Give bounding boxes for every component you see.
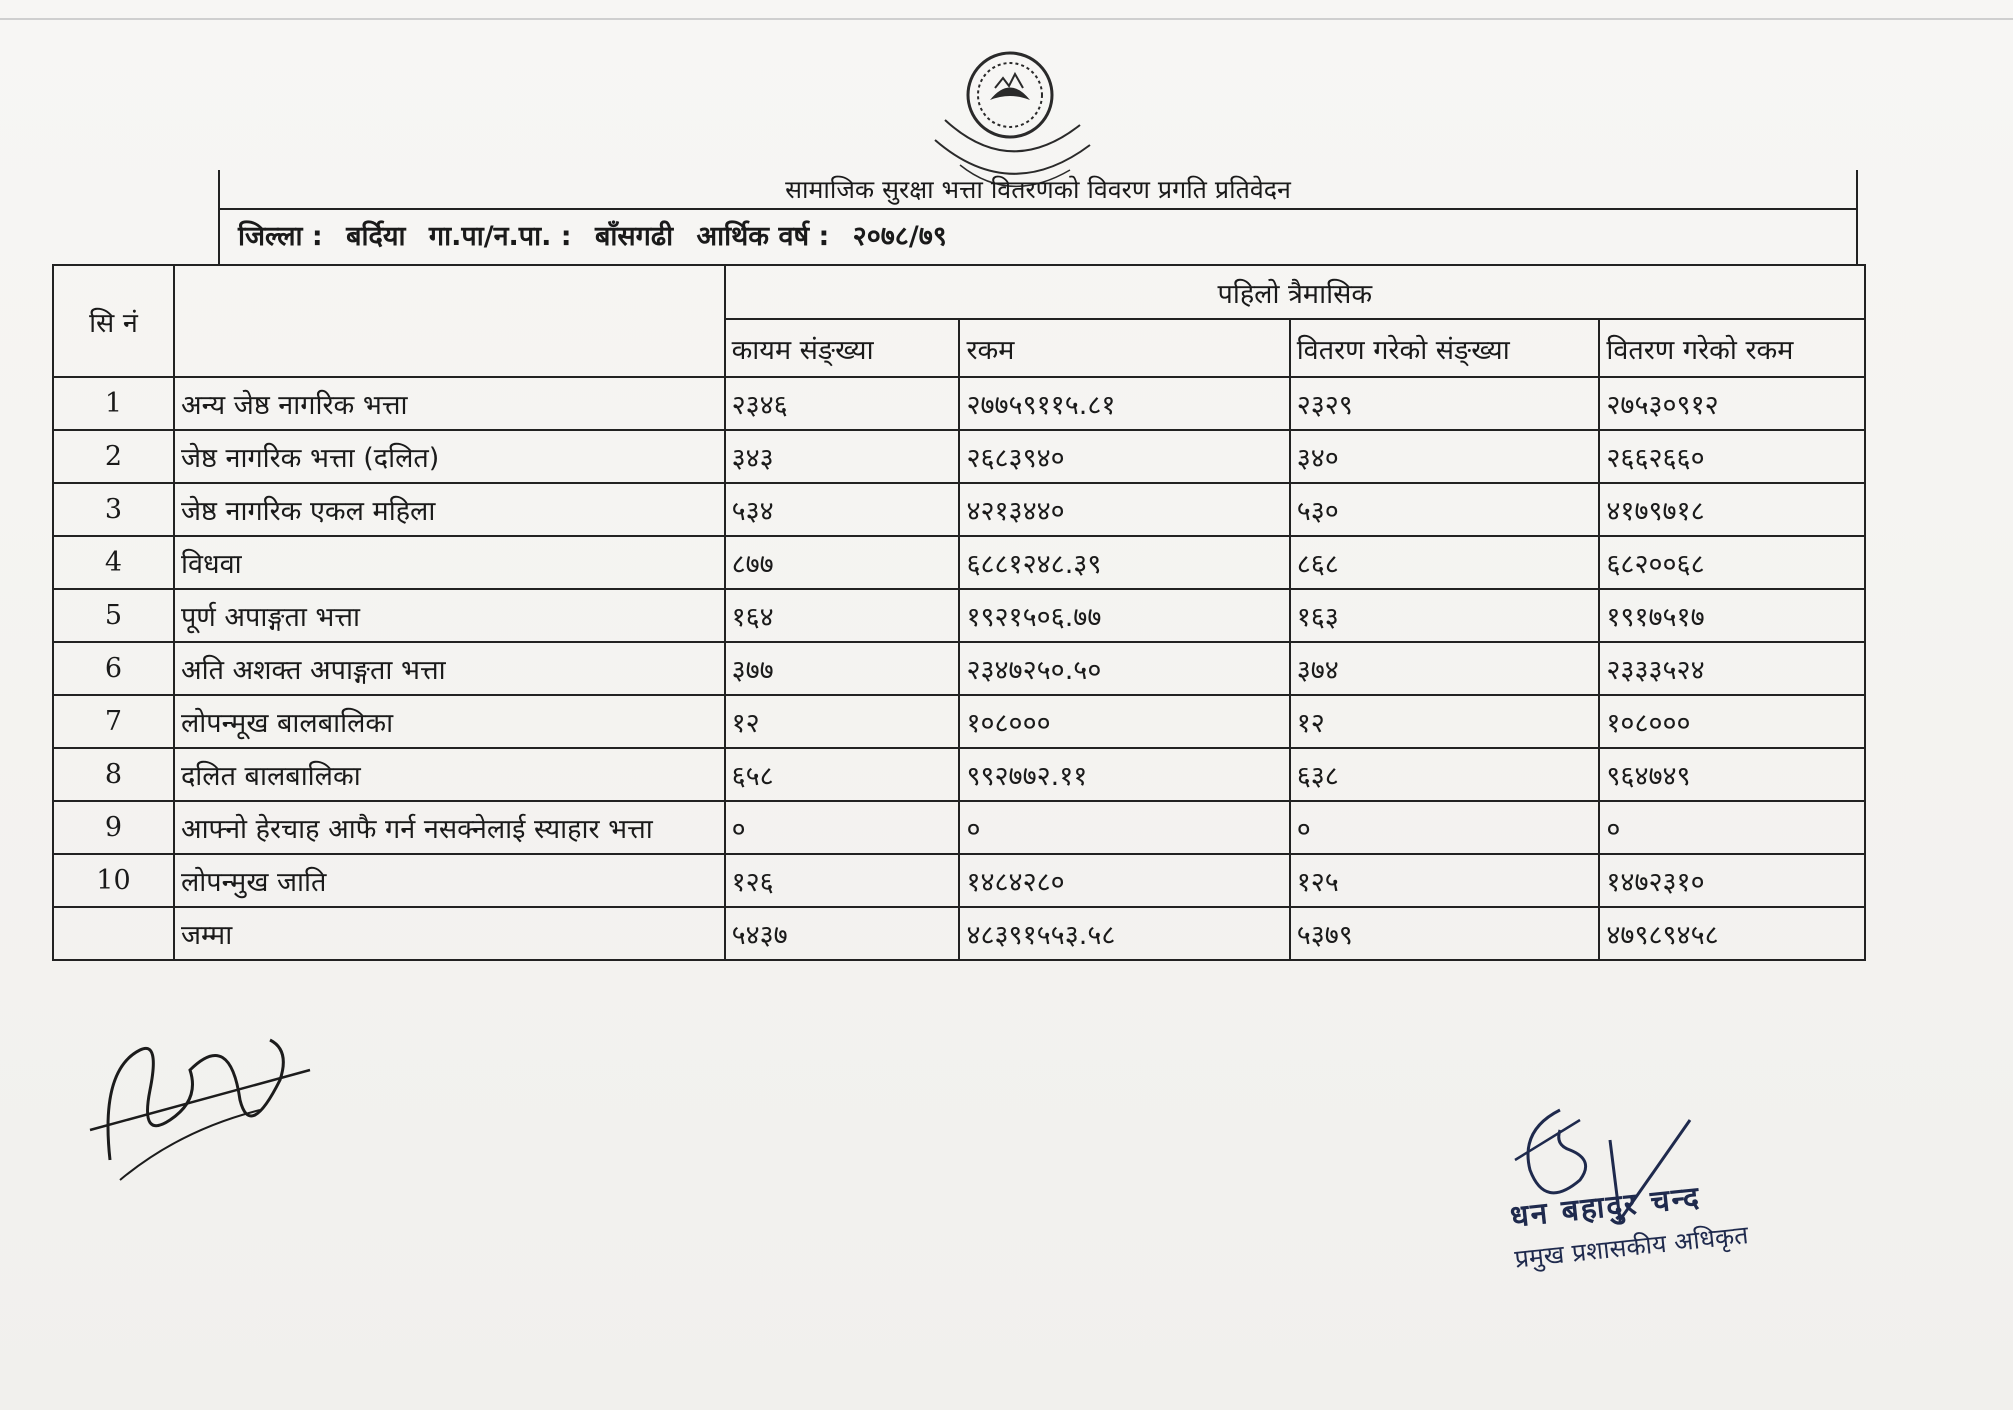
allowance-table: [52, 264, 1866, 961]
col-header-amount: रकम: [959, 319, 1289, 377]
total-count: ५४३७: [725, 907, 960, 960]
row-distributed-amount: ६८२००६८: [1599, 536, 1865, 589]
row-amount: १९२१५०६.७७: [959, 589, 1289, 642]
row-count: ०: [725, 801, 960, 854]
table-header-row: [53, 265, 1865, 319]
row-distributed-count: ३७४: [1290, 642, 1600, 695]
row-allowance-name: लोपन्मूख बालबालिका: [174, 695, 725, 748]
row-distributed-amount: २३३३५२४: [1599, 642, 1865, 695]
fiscal-year-label: आर्थिक वर्ष :: [696, 221, 830, 252]
row-count: ६५८: [725, 748, 960, 801]
table-row: [53, 642, 1865, 695]
row-distributed-count: ३४०: [1290, 430, 1600, 483]
row-allowance-name: विधवा: [174, 536, 725, 589]
municipality-label: गा.पा/न.पा. :: [428, 221, 572, 252]
row-allowance-name: अति अशक्त अपाङ्गता भत्ता: [174, 642, 725, 695]
row-allowance-name: आफ्नो हेरचाह आफै गर्न नसक्नेलाई स्याहार भत्ता: [174, 801, 725, 854]
table-row: [53, 589, 1865, 642]
row-sn: 2: [53, 430, 174, 483]
row-sn: 4: [53, 536, 174, 589]
row-sn: 9: [53, 801, 174, 854]
row-distributed-amount: १०८०००: [1599, 695, 1865, 748]
signatory-name: धन बहादुर चन्द: [1508, 1179, 1703, 1235]
row-sn: 3: [53, 483, 174, 536]
row-amount: १०८०००: [959, 695, 1289, 748]
col-header-distributed-amount: वितरण गरेको रकम: [1599, 319, 1865, 377]
row-allowance-name: पूर्ण अपाङ्गता भत्ता: [174, 589, 725, 642]
row-distributed-amount: १४७२३१०: [1599, 854, 1865, 907]
total-distributed-amount: ४७९८९४५८: [1599, 907, 1865, 960]
row-allowance-name: अन्य जेष्ठ नागरिक भत्ता: [174, 377, 725, 430]
signatory-designation: प्रमुख प्रशासकीय अधिकृत: [1513, 1220, 1750, 1274]
row-distributed-amount: १९१७५१७: [1599, 589, 1865, 642]
table-row: [53, 536, 1865, 589]
row-count: १६४: [725, 589, 960, 642]
table-total-row: [53, 907, 1865, 960]
row-amount: २७७५९११५.८१: [959, 377, 1289, 430]
municipality-value: बाँसगढी: [595, 221, 674, 252]
row-sn: 8: [53, 748, 174, 801]
row-distributed-count: ०: [1290, 801, 1600, 854]
row-count: २३४६: [725, 377, 960, 430]
row-amount: २६८३९४०: [959, 430, 1289, 483]
row-count: ५३४: [725, 483, 960, 536]
row-distributed-count: ५३०: [1290, 483, 1600, 536]
row-amount: ६८८१२४८.३९: [959, 536, 1289, 589]
row-allowance-name: जेष्ठ नागरिक भत्ता (दलित): [174, 430, 725, 483]
row-distributed-amount: ०: [1599, 801, 1865, 854]
row-count: ३४३: [725, 430, 960, 483]
row-amount: १४८४२८०: [959, 854, 1289, 907]
header-divider: [220, 208, 1856, 210]
table-row: [53, 430, 1865, 483]
table-row: [53, 801, 1865, 854]
paper-edge: [0, 18, 2013, 20]
row-sn: 5: [53, 589, 174, 642]
row-distributed-count: १६३: [1290, 589, 1600, 642]
district-value: बर्दिया: [346, 221, 406, 252]
row-amount: ४२१३४४०: [959, 483, 1289, 536]
row-count: ८७७: [725, 536, 960, 589]
col-header-count: कायम संङ्ख्या: [725, 319, 960, 377]
row-count: १२: [725, 695, 960, 748]
left-signature: [80, 1010, 320, 1190]
row-count: ३७७: [725, 642, 960, 695]
row-distributed-amount: ९६४७४९: [1599, 748, 1865, 801]
row-amount: २३४७२५०.५०: [959, 642, 1289, 695]
row-count: १२६: [725, 854, 960, 907]
row-sn: 7: [53, 695, 174, 748]
table-row: [53, 854, 1865, 907]
allowance-header: [174, 265, 725, 377]
row-distributed-count: १२५: [1290, 854, 1600, 907]
row-sn: 6: [53, 642, 174, 695]
row-sn: 10: [53, 854, 174, 907]
row-amount: ९९२७७२.११: [959, 748, 1289, 801]
row-allowance-name: लोपन्मुख जाति: [174, 854, 725, 907]
row-distributed-amount: २६६२६६०: [1599, 430, 1865, 483]
row-distributed-amount: २७५३०९१२: [1599, 377, 1865, 430]
table-row: [53, 377, 1865, 430]
table-row: [53, 695, 1865, 748]
row-distributed-count: ८६८: [1290, 536, 1600, 589]
fiscal-year-value: २०७८/७९: [852, 221, 947, 252]
total-amount: ४८३९१५५३.५८: [959, 907, 1289, 960]
row-sn: 1: [53, 377, 174, 430]
table-row: [53, 483, 1865, 536]
row-distributed-count: १२: [1290, 695, 1600, 748]
total-label: जम्मा: [174, 907, 725, 960]
row-amount: ०: [959, 801, 1289, 854]
total-distributed-count: ५३७९: [1290, 907, 1600, 960]
report-meta: [238, 212, 961, 262]
row-distributed-count: ६३८: [1290, 748, 1600, 801]
table-row: [53, 748, 1865, 801]
report-title: सामाजिक सुरक्षा भत्ता वितरणको विवरण प्रगति प्रतिवेदन: [785, 175, 1291, 204]
row-distributed-amount: ४१७९७१८: [1599, 483, 1865, 536]
district-label: जिल्ला :: [238, 221, 323, 252]
sn-header: सि नं: [53, 265, 174, 377]
total-sn: [53, 907, 174, 960]
row-allowance-name: जेष्ठ नागरिक एकल महिला: [174, 483, 725, 536]
row-distributed-count: २३२९: [1290, 377, 1600, 430]
row-allowance-name: दलित बालबालिका: [174, 748, 725, 801]
col-header-distributed-count: वितरण गरेको संङ्ख्या: [1290, 319, 1600, 377]
quarter-header: पहिलो त्रैमासिक: [725, 265, 1865, 319]
